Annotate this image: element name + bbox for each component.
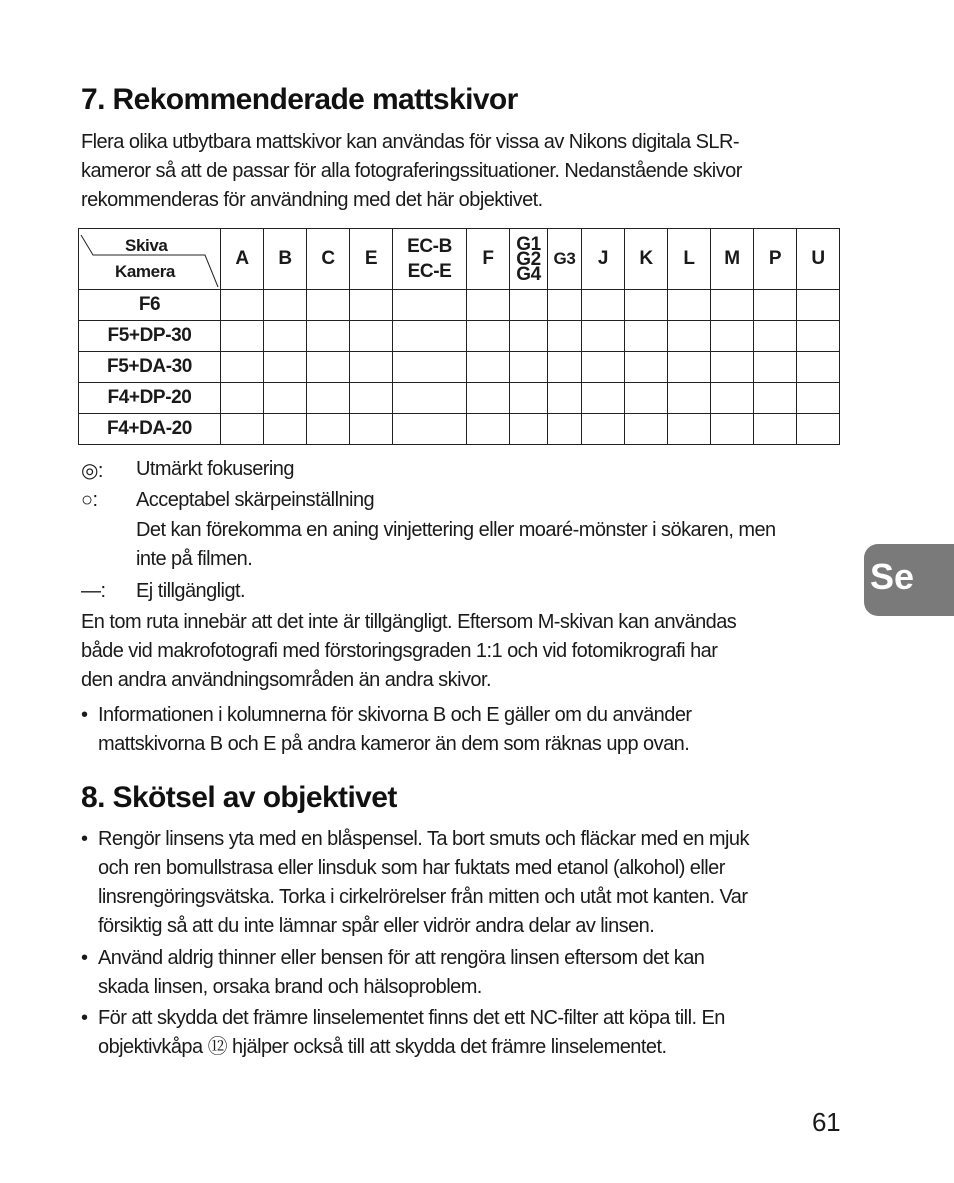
table-row [79, 383, 840, 414]
camera-cell: F5+DP-30 [79, 321, 221, 352]
camera-cell: F5+DA-30 [79, 352, 221, 383]
compatibility-cell [264, 321, 307, 352]
compatibility-cell [307, 383, 350, 414]
compatibility-cell [393, 290, 467, 321]
compatibility-cell [548, 352, 582, 383]
column-header: U [797, 229, 840, 290]
compatibility-cell [307, 414, 350, 445]
column-header: P [754, 229, 797, 290]
legend-acceptable-note [136, 516, 836, 574]
camera-cell: F6 [79, 290, 221, 321]
column-header: C [307, 229, 350, 290]
compatibility-cell [350, 321, 393, 352]
compatibility-cell [221, 352, 264, 383]
compatibility-cell [221, 290, 264, 321]
compatibility-cell [548, 321, 582, 352]
intro-line: Flera olika utbytbara mattskivor kan användas för vissa av Nikons digitala SLR- [81, 131, 739, 153]
compatibility-cell [393, 321, 467, 352]
page-number: 61 [812, 1107, 841, 1137]
compatibility-cell [548, 414, 582, 445]
bullet-line: mattskivorna B och E på andra kameror än dem som räknas upp ovan. [98, 733, 690, 755]
camera-cell: F4+DP-20 [79, 383, 221, 414]
compatibility-cell [754, 414, 797, 445]
compatibility-cell [625, 290, 668, 321]
table-row [79, 414, 840, 445]
compatibility-cell [797, 414, 840, 445]
compatibility-cell [625, 383, 668, 414]
compatibility-cell [264, 414, 307, 445]
compatibility-cell [510, 290, 548, 321]
compatibility-cell [668, 383, 711, 414]
column-header: G3 [548, 229, 582, 290]
compatibility-cell [307, 352, 350, 383]
bullet-line: För att skydda det främre linselementet finns det ett NC-filter att köpa till. En [98, 1007, 725, 1029]
legend-acceptable-text: Acceptabel skärpeinställning [136, 489, 375, 511]
section-8-bullet-1 [81, 825, 843, 941]
bullet-line: Rengör linsens yta med en blåspensel. Ta bort smuts och fläckar med en mjuk [98, 828, 749, 850]
section-8-bullet-2 [81, 944, 843, 1002]
focusing-screen-table [78, 228, 840, 445]
compatibility-cell [548, 383, 582, 414]
compatibility-cell [754, 321, 797, 352]
bullet-line: Använd aldrig thinner eller bensen för att rengöra linsen eftersom det kan [98, 947, 705, 969]
compatibility-cell [625, 414, 668, 445]
compatibility-cell [625, 321, 668, 352]
double-circle-icon: ◎: [81, 460, 103, 482]
table-row [79, 321, 840, 352]
compatibility-cell [582, 321, 625, 352]
compatibility-cell [307, 290, 350, 321]
bullet-line: och ren bomullstrasa eller linsduk som har fuktats med etanol (alkohol) eller [98, 857, 725, 879]
bullet-line: Informationen i kolumnerna för skivorna B och E gäller om du använder [98, 704, 692, 726]
legend-not-available-text: Ej tillgängligt. [136, 580, 246, 602]
compatibility-cell [510, 352, 548, 383]
compatibility-cell [221, 383, 264, 414]
compatibility-cell [754, 383, 797, 414]
table-body [79, 290, 840, 445]
camera-cell: F4+DA-20 [79, 414, 221, 445]
section-7-intro [81, 128, 843, 215]
corner-label-kamera: Kamera [115, 262, 175, 281]
compatibility-cell [625, 352, 668, 383]
table-corner-cell [79, 229, 221, 290]
compatibility-cell [797, 290, 840, 321]
compatibility-cell [754, 290, 797, 321]
column-header: L [668, 229, 711, 290]
compatibility-cell [307, 321, 350, 352]
legend-note-line: inte på filmen. [136, 548, 253, 570]
paragraph-line: En tom ruta innebär att det inte är tillgängligt. Eftersom M-skivan kan användas [81, 611, 737, 633]
bullet-line: skada linsen, orsaka brand och hälsoproblem. [98, 976, 482, 998]
legend-note-line: Det kan förekomma en aning vinjettering eller moaré-mönster i sökaren, men [136, 519, 776, 541]
paragraph-line: både vid makrofotografi med förstoringsgraden 1:1 och vid fotomikrografi har [81, 640, 718, 662]
section-7-bullet [81, 701, 843, 759]
section-8-heading: 8. Skötsel av objektivet [81, 781, 397, 814]
compatibility-cell [467, 414, 510, 445]
compatibility-cell [668, 321, 711, 352]
compatibility-cell [711, 383, 754, 414]
compatibility-cell [711, 290, 754, 321]
compatibility-cell [350, 352, 393, 383]
compatibility-cell [467, 290, 510, 321]
compatibility-cell [221, 414, 264, 445]
section-8-bullet-3 [81, 1004, 843, 1062]
bullet-line: linsrengöringsvätska. Torka i cirkelrörelser från mitten och utåt mot kanten. Var [98, 886, 748, 908]
compatibility-cell [510, 414, 548, 445]
compatibility-cell [221, 321, 264, 352]
compatibility-cell [797, 352, 840, 383]
compatibility-cell [582, 383, 625, 414]
empty-cell-explanation [81, 608, 843, 695]
compatibility-cell [264, 383, 307, 414]
compatibility-cell [467, 321, 510, 352]
intro-line: rekommenderas för användning med det här objektivet. [81, 189, 543, 211]
legend-excellent-text: Utmärkt fokusering [136, 458, 294, 480]
compatibility-cell [582, 290, 625, 321]
compatibility-cell [668, 290, 711, 321]
compatibility-cell [510, 383, 548, 414]
bullet-mark: • [81, 947, 88, 969]
compatibility-cell [467, 352, 510, 383]
circle-icon: ○: [81, 489, 98, 511]
compatibility-cell [711, 414, 754, 445]
bullet-mark: • [81, 828, 88, 850]
section-7-heading: 7. Rekommenderade mattskivor [81, 83, 518, 116]
compatibility-cell [393, 352, 467, 383]
column-header: B [264, 229, 307, 290]
paragraph-line: den andra användningsområden än andra skivor. [81, 669, 491, 691]
compatibility-cell [264, 352, 307, 383]
column-header: J [582, 229, 625, 290]
bullet-line: försiktig så att du inte lämnar spår eller vidrör andra delar av linsen. [98, 915, 655, 937]
compatibility-cell [510, 321, 548, 352]
corner-label-skiva: Skiva [125, 236, 168, 255]
compatibility-cell [668, 352, 711, 383]
compatibility-cell [754, 352, 797, 383]
compatibility-cell [350, 414, 393, 445]
compatibility-cell [668, 414, 711, 445]
compatibility-cell [264, 290, 307, 321]
column-header: M [711, 229, 754, 290]
compatibility-cell [711, 352, 754, 383]
compatibility-cell [350, 290, 393, 321]
compatibility-cell [582, 414, 625, 445]
compatibility-cell [711, 321, 754, 352]
table-header-row [79, 229, 840, 290]
table-row [79, 290, 840, 321]
column-header: K [625, 229, 668, 290]
compatibility-cell [393, 383, 467, 414]
column-header: E [350, 229, 393, 290]
bullet-mark: • [81, 704, 88, 726]
compatibility-cell [467, 383, 510, 414]
bullet-line: objektivkåpa ⑫ hjälper också till att skydda det främre linselementet. [98, 1036, 667, 1058]
column-header: F [467, 229, 510, 290]
intro-line: kameror så att de passar för alla fotograferingssituationer. Nedanstående skivor [81, 160, 742, 182]
language-tab-label: Se [870, 556, 915, 597]
dash-icon: —: [81, 580, 106, 602]
bullet-mark: • [81, 1007, 88, 1029]
column-header: G1 G2 G4 [510, 229, 548, 290]
compatibility-cell [393, 414, 467, 445]
table-row [79, 352, 840, 383]
compatibility-cell [350, 383, 393, 414]
compatibility-cell [548, 290, 582, 321]
column-header: A [221, 229, 264, 290]
compatibility-cell [797, 321, 840, 352]
compatibility-cell [582, 352, 625, 383]
column-header: EC-B EC-E [393, 229, 467, 290]
language-tab [864, 544, 954, 616]
compatibility-cell [797, 383, 840, 414]
